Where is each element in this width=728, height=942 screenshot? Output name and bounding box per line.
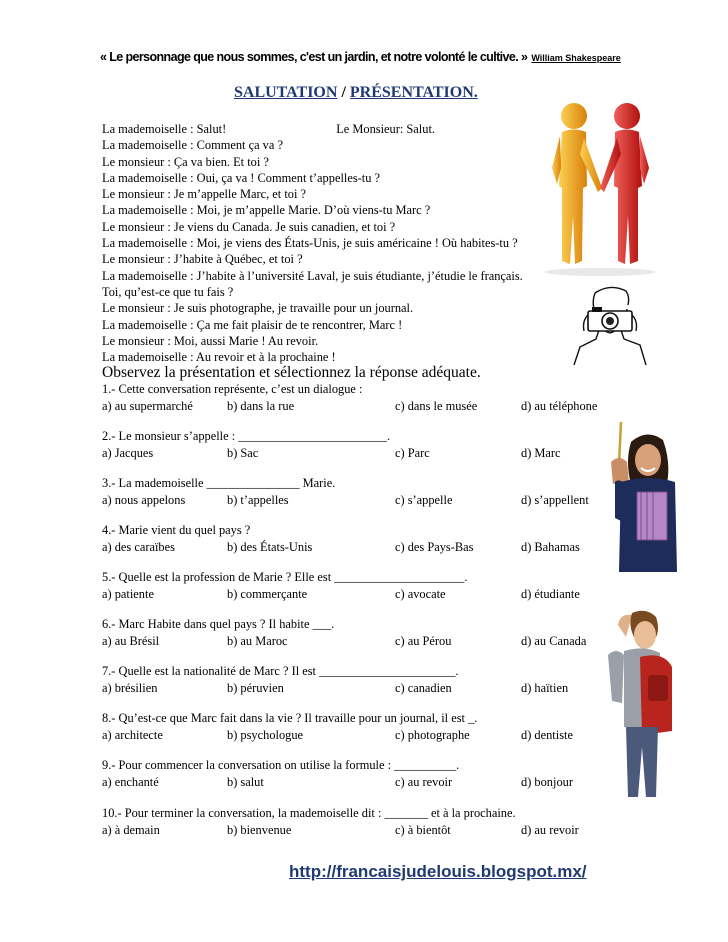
option-a[interactable]: a) à demain [102,822,160,837]
question-text: 6.- Marc Habite dans quel pays ? Il habite ___. [102,617,335,631]
option-c[interactable]: c) canadien [395,680,452,695]
option-a[interactable]: a) des caraïbes [102,539,175,554]
option-b[interactable]: b) bienvenue [227,822,292,837]
dialogue-line: La mademoiselle : Ça me fait plaisir de te rencontrer, Marc ! [102,317,403,332]
question-8 [102,710,573,743]
question-2 [102,428,561,461]
option-a[interactable]: a) nous appelons [102,492,186,507]
dialogue-line: La mademoiselle : Au revoir et à la prochaine ! [102,350,336,365]
option-d[interactable]: d) Marc [521,445,561,460]
option-c[interactable]: c) photographe [395,727,470,742]
question-text: 3.- La mademoiselle _______________ Marie. [102,476,336,490]
student-girl-photo [603,422,681,572]
option-d[interactable]: d) au revoir [521,822,579,837]
option-a[interactable]: a) enchanté [102,774,159,789]
dialogue-line: Le monsieur : J’habite à Québec, et toi ? [102,252,303,267]
option-b[interactable]: b) dans la rue [227,398,295,413]
title-presentation: PRÉSENTATION. [349,84,478,101]
dialogue-line: Le monsieur : Moi, aussi Marie ! Au revoir. [102,333,319,348]
question-1 [102,381,598,414]
dialogue-line: Le monsieur : Ça va bien. Et toi ? [102,154,269,169]
option-a[interactable]: a) au supermarché [102,398,193,413]
option-d[interactable]: d) au téléphone [521,398,598,413]
option-d[interactable]: d) bonjour [521,774,573,789]
option-d[interactable]: d) s’appellent [521,492,589,507]
option-b[interactable]: b) salut [227,774,264,789]
question-10 [102,805,579,838]
blog-link[interactable]: http://francaisjudelouis.blogspot.mx/ [289,862,587,881]
option-d[interactable]: d) haïtien [521,680,569,695]
question-text: 7.- Quelle est la nationalité de Marc ? Il est ______________________. [102,664,459,678]
option-b[interactable]: b) au Maroc [227,633,288,648]
title-separator: / [337,84,350,101]
option-b[interactable]: b) Sac [227,445,259,460]
option-b[interactable]: b) péruvien [227,680,284,695]
dialogue-line: Le monsieur : Je viens du Canada. Je suis canadien, et toi ? [102,219,396,234]
option-c[interactable]: c) dans le musée [395,398,478,413]
student-boy-backpack-photo [598,607,673,800]
option-b[interactable]: b) psychologue [227,727,304,742]
dialogue-line: Le monsieur : Je suis photographe, je travaille pour un journal. [102,301,414,316]
option-b[interactable]: b) commerçante [227,586,308,601]
instructions-heading: Observez la présentation et sélectionnez la réponse adéquate. [102,364,481,381]
quote-text: « Le personnage que nous sommes, c'est un jardin, et notre volonté le cultive. » [100,50,528,64]
photographer-sketch [570,281,650,366]
handshake-figures-illustration [540,96,660,276]
option-c[interactable]: c) des Pays-Bas [395,539,474,554]
option-c[interactable]: c) à bientôt [395,822,451,837]
question-9 [102,757,573,790]
option-d[interactable]: d) étudiante [521,586,580,601]
question-text: 10.- Pour terminer la conversation, la mademoiselle dit : _______ et à la prochaine. [102,806,516,820]
option-a[interactable]: a) patiente [102,586,154,601]
option-a[interactable]: a) architecte [102,727,163,742]
option-a[interactable]: a) au Brésil [102,633,160,648]
question-text: 4.- Marie vient du quel pays ? [102,523,251,537]
option-d[interactable]: d) au Canada [521,633,587,648]
option-d[interactable]: d) dentiste [521,727,573,742]
question-6 [102,616,587,649]
quote-author: William Shakespeare [531,53,621,63]
question-3 [102,475,589,508]
question-5 [102,569,580,602]
epigraph-quote [100,50,621,64]
dialogue-line: La mademoiselle : J’habite à l’université Laval, je suis étudiante, j’étudie le français. [102,268,523,283]
dialogue-line: Toi, qu’est-ce que tu fais ? [102,284,234,299]
question-text: 2.- Le monsieur s’appelle : ________________________. [102,429,391,443]
title-salutation: SALUTATION [234,84,338,101]
dialogue-line: Le monsieur : Je m’appelle Marc, et toi ? [102,187,307,202]
dialogue-line: La mademoiselle : Oui, ça va ! Comment t’appelles-tu ? [102,170,381,185]
dialogue-line: La mademoiselle : Comment ça va ? [102,138,283,153]
question-text: 5.- Quelle est la profession de Marie ? Elle est _____________________. [102,570,468,584]
question-7 [102,663,569,696]
option-c[interactable]: c) s’appelle [395,492,453,507]
page-title [234,84,478,102]
option-b[interactable]: b) t’appelles [227,492,289,507]
question-text: 9.- Pour commencer la conversation on utilise la formule : __________. [102,758,460,772]
option-a[interactable]: a) brésilien [102,680,158,695]
option-b[interactable]: b) des États-Unis [227,539,313,554]
option-c[interactable]: c) au revoir [395,774,453,789]
option-c[interactable]: c) Parc [395,445,430,460]
option-a[interactable]: a) Jacques [102,445,154,460]
question-text: 8.- Qu’est-ce que Marc fait dans la vie ? Il travaille pour un journal, il est _. [102,711,478,725]
dialogue [102,121,523,365]
dialogue-line: La mademoiselle : Salut! Le Monsieur: Salut. [102,122,435,136]
option-d[interactable]: d) Bahamas [521,539,580,554]
option-c[interactable]: c) avocate [395,586,446,601]
dialogue-line: La mademoiselle : Moi, je viens des États-Unis, je suis américaine ! Où habites-tu ? [102,236,518,251]
option-c[interactable]: c) au Pérou [395,633,452,648]
question-text: 1.- Cette conversation représente, c’est un dialogue : [102,382,363,396]
question-4 [102,522,580,555]
dialogue-line: La mademoiselle : Moi, je m’appelle Marie. D’où viens-tu Marc ? [102,203,431,218]
